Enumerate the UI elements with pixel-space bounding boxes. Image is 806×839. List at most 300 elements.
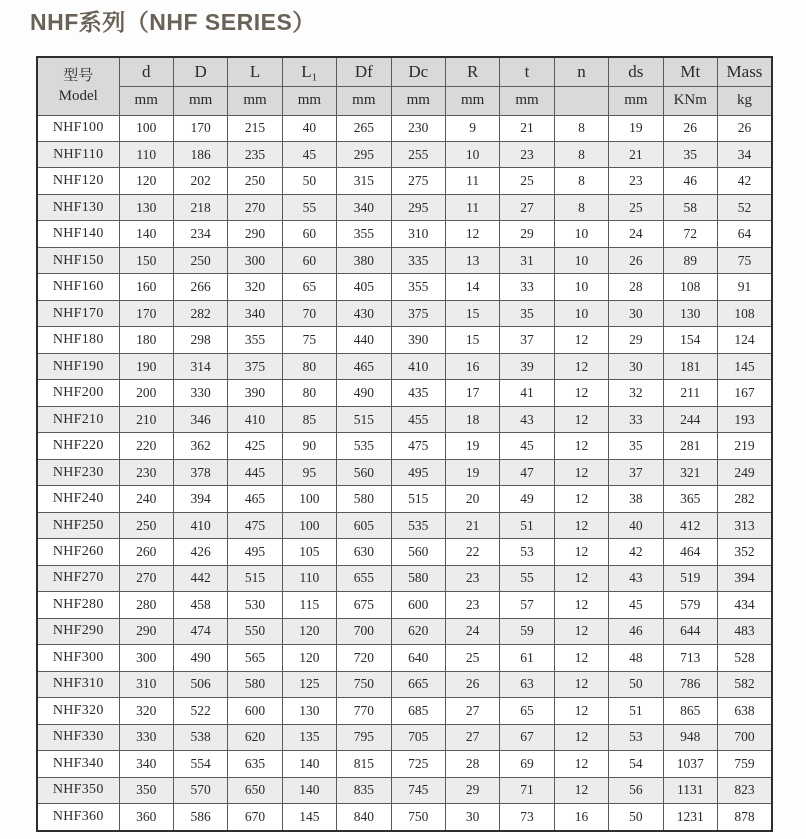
value-cell: 600 — [228, 698, 282, 724]
value-cell: 759 — [717, 751, 772, 777]
value-cell: 80 — [282, 380, 336, 406]
value-cell: 60 — [282, 221, 336, 247]
value-cell: 570 — [173, 777, 227, 803]
table-row-nhf230 — [37, 459, 772, 485]
value-cell: 21 — [500, 115, 554, 141]
value-cell: 130 — [282, 698, 336, 724]
value-cell: 28 — [445, 751, 499, 777]
value-cell: 12 — [554, 459, 608, 485]
table-row-nhf330 — [37, 724, 772, 750]
value-cell: 19 — [445, 433, 499, 459]
column-header-r: R — [445, 57, 499, 86]
value-cell: 12 — [554, 724, 608, 750]
value-cell: 445 — [228, 459, 282, 485]
value-cell: 250 — [173, 247, 227, 273]
unit-header: mm — [228, 86, 282, 115]
unit-header — [554, 86, 608, 115]
table-row-nhf340 — [37, 751, 772, 777]
value-cell: 57 — [500, 592, 554, 618]
value-cell: 25 — [500, 168, 554, 194]
value-cell: 170 — [173, 115, 227, 141]
value-cell: 495 — [391, 459, 445, 485]
table-row-nhf140 — [37, 221, 772, 247]
value-cell: 25 — [445, 645, 499, 671]
model-column-header — [37, 57, 119, 115]
value-cell: 600 — [391, 592, 445, 618]
value-cell: 635 — [228, 751, 282, 777]
table-row-nhf120 — [37, 168, 772, 194]
model-cell: NHF120 — [37, 168, 119, 194]
value-cell: 250 — [119, 512, 173, 538]
value-cell: 458 — [173, 592, 227, 618]
table-row-nhf240 — [37, 486, 772, 512]
value-cell: 10 — [554, 300, 608, 326]
value-cell: 560 — [391, 539, 445, 565]
value-cell: 15 — [445, 327, 499, 353]
value-cell: 21 — [609, 141, 663, 167]
value-cell: 35 — [500, 300, 554, 326]
table-row-nhf280 — [37, 592, 772, 618]
model-cell: NHF140 — [37, 221, 119, 247]
value-cell: 442 — [173, 565, 227, 591]
value-cell: 365 — [663, 486, 717, 512]
model-cell: NHF300 — [37, 645, 119, 671]
value-cell: 100 — [282, 486, 336, 512]
header-label-row — [37, 57, 772, 86]
value-cell: 582 — [717, 671, 772, 697]
value-cell: 100 — [119, 115, 173, 141]
value-cell: 110 — [119, 141, 173, 167]
value-cell: 380 — [337, 247, 391, 273]
column-header-d: d — [119, 57, 173, 86]
value-cell: 35 — [609, 433, 663, 459]
model-cell: NHF350 — [37, 777, 119, 803]
value-cell: 1037 — [663, 751, 717, 777]
table-row-nhf290 — [37, 618, 772, 644]
value-cell: 352 — [717, 539, 772, 565]
value-cell: 135 — [282, 724, 336, 750]
value-cell: 40 — [282, 115, 336, 141]
value-cell: 840 — [337, 804, 391, 831]
value-cell: 12 — [554, 512, 608, 538]
value-cell: 167 — [717, 380, 772, 406]
value-cell: 154 — [663, 327, 717, 353]
column-header-n: n — [554, 57, 608, 86]
value-cell: 46 — [663, 168, 717, 194]
column-header-t: t — [500, 57, 554, 86]
table-row-nhf100 — [37, 115, 772, 141]
unit-header: kg — [717, 86, 772, 115]
value-cell: 495 — [228, 539, 282, 565]
value-cell: 10 — [554, 247, 608, 273]
value-cell: 455 — [391, 406, 445, 432]
value-cell: 80 — [282, 353, 336, 379]
value-cell: 140 — [282, 777, 336, 803]
value-cell: 638 — [717, 698, 772, 724]
value-cell: 32 — [609, 380, 663, 406]
model-cell: NHF180 — [37, 327, 119, 353]
value-cell: 565 — [228, 645, 282, 671]
value-cell: 33 — [609, 406, 663, 432]
value-cell: 65 — [282, 274, 336, 300]
column-header-d: D — [173, 57, 227, 86]
value-cell: 26 — [609, 247, 663, 273]
value-cell: 48 — [609, 645, 663, 671]
value-cell: 45 — [282, 141, 336, 167]
value-cell: 145 — [282, 804, 336, 831]
value-cell: 535 — [337, 433, 391, 459]
value-cell: 410 — [391, 353, 445, 379]
value-cell: 550 — [228, 618, 282, 644]
value-cell: 8 — [554, 194, 608, 220]
value-cell: 41 — [500, 380, 554, 406]
value-cell: 193 — [717, 406, 772, 432]
value-cell: 948 — [663, 724, 717, 750]
value-cell: 105 — [282, 539, 336, 565]
table-row-nhf110 — [37, 141, 772, 167]
value-cell: 579 — [663, 592, 717, 618]
value-cell: 12 — [445, 221, 499, 247]
value-cell: 321 — [663, 459, 717, 485]
value-cell: 27 — [445, 724, 499, 750]
column-header-df: Df — [337, 57, 391, 86]
value-cell: 19 — [445, 459, 499, 485]
value-cell: 26 — [717, 115, 772, 141]
value-cell: 355 — [391, 274, 445, 300]
value-cell: 355 — [337, 221, 391, 247]
value-cell: 202 — [173, 168, 227, 194]
table-row-nhf360 — [37, 804, 772, 831]
value-cell: 330 — [119, 724, 173, 750]
value-cell: 12 — [554, 645, 608, 671]
model-cell: NHF220 — [37, 433, 119, 459]
table-row-nhf220 — [37, 433, 772, 459]
value-cell: 230 — [391, 115, 445, 141]
table-row-nhf180 — [37, 327, 772, 353]
value-cell: 30 — [609, 353, 663, 379]
table-row-nhf200 — [37, 380, 772, 406]
value-cell: 53 — [500, 539, 554, 565]
value-cell: 37 — [500, 327, 554, 353]
value-cell: 234 — [173, 221, 227, 247]
value-cell: 108 — [663, 274, 717, 300]
value-cell: 8 — [554, 115, 608, 141]
value-cell: 47 — [500, 459, 554, 485]
table-row-nhf320 — [37, 698, 772, 724]
value-cell: 54 — [609, 751, 663, 777]
value-cell: 310 — [119, 671, 173, 697]
unit-header: mm — [391, 86, 445, 115]
value-cell: 51 — [609, 698, 663, 724]
model-cell: NHF170 — [37, 300, 119, 326]
value-cell: 282 — [173, 300, 227, 326]
column-header-mt: Mt — [663, 57, 717, 86]
value-cell: 340 — [228, 300, 282, 326]
value-cell: 29 — [500, 221, 554, 247]
value-cell: 37 — [609, 459, 663, 485]
value-cell: 640 — [391, 645, 445, 671]
value-cell: 130 — [119, 194, 173, 220]
value-cell: 124 — [717, 327, 772, 353]
value-cell: 63 — [500, 671, 554, 697]
value-cell: 55 — [500, 565, 554, 591]
value-cell: 275 — [391, 168, 445, 194]
value-cell: 186 — [173, 141, 227, 167]
value-cell: 17 — [445, 380, 499, 406]
value-cell: 23 — [500, 141, 554, 167]
column-header-ds: ds — [609, 57, 663, 86]
value-cell: 700 — [717, 724, 772, 750]
value-cell: 89 — [663, 247, 717, 273]
table-row-nhf170 — [37, 300, 772, 326]
value-cell: 360 — [119, 804, 173, 831]
value-cell: 865 — [663, 698, 717, 724]
value-cell: 362 — [173, 433, 227, 459]
unit-header: mm — [173, 86, 227, 115]
value-cell: 580 — [228, 671, 282, 697]
value-cell: 61 — [500, 645, 554, 671]
value-cell: 260 — [119, 539, 173, 565]
value-cell: 630 — [337, 539, 391, 565]
value-cell: 69 — [500, 751, 554, 777]
value-cell: 522 — [173, 698, 227, 724]
value-cell: 120 — [282, 618, 336, 644]
value-cell: 464 — [663, 539, 717, 565]
table-body — [37, 115, 772, 831]
value-cell: 506 — [173, 671, 227, 697]
value-cell: 18 — [445, 406, 499, 432]
value-cell: 823 — [717, 777, 772, 803]
value-cell: 528 — [717, 645, 772, 671]
value-cell: 50 — [609, 671, 663, 697]
value-cell: 49 — [500, 486, 554, 512]
value-cell: 219 — [717, 433, 772, 459]
value-cell: 26 — [445, 671, 499, 697]
value-cell: 655 — [337, 565, 391, 591]
value-cell: 465 — [337, 353, 391, 379]
value-cell: 8 — [554, 168, 608, 194]
value-cell: 12 — [554, 327, 608, 353]
value-cell: 180 — [119, 327, 173, 353]
value-cell: 140 — [119, 221, 173, 247]
value-cell: 12 — [554, 486, 608, 512]
value-cell: 426 — [173, 539, 227, 565]
value-cell: 28 — [609, 274, 663, 300]
value-cell: 435 — [391, 380, 445, 406]
value-cell: 390 — [228, 380, 282, 406]
value-cell: 12 — [554, 671, 608, 697]
value-cell: 580 — [337, 486, 391, 512]
value-cell: 12 — [554, 380, 608, 406]
value-cell: 23 — [445, 592, 499, 618]
model-cell: NHF150 — [37, 247, 119, 273]
unit-header: mm — [609, 86, 663, 115]
value-cell: 43 — [500, 406, 554, 432]
value-cell: 150 — [119, 247, 173, 273]
nhf-spec-table — [36, 56, 773, 832]
value-cell: 64 — [717, 221, 772, 247]
value-cell: 29 — [445, 777, 499, 803]
value-cell: 9 — [445, 115, 499, 141]
value-cell: 27 — [500, 194, 554, 220]
value-cell: 750 — [391, 804, 445, 831]
value-cell: 230 — [119, 459, 173, 485]
value-cell: 75 — [282, 327, 336, 353]
value-cell: 39 — [500, 353, 554, 379]
value-cell: 12 — [554, 751, 608, 777]
value-cell: 410 — [228, 406, 282, 432]
value-cell: 211 — [663, 380, 717, 406]
value-cell: 65 — [500, 698, 554, 724]
value-cell: 110 — [282, 565, 336, 591]
value-cell: 249 — [717, 459, 772, 485]
value-cell: 59 — [500, 618, 554, 644]
table-row-nhf300 — [37, 645, 772, 671]
value-cell: 42 — [609, 539, 663, 565]
value-cell: 13 — [445, 247, 499, 273]
value-cell: 355 — [228, 327, 282, 353]
value-cell: 515 — [228, 565, 282, 591]
value-cell: 12 — [554, 592, 608, 618]
value-cell: 95 — [282, 459, 336, 485]
value-cell: 170 — [119, 300, 173, 326]
value-cell: 340 — [119, 751, 173, 777]
model-cell: NHF240 — [37, 486, 119, 512]
value-cell: 218 — [173, 194, 227, 220]
value-cell: 295 — [337, 141, 391, 167]
value-cell: 375 — [228, 353, 282, 379]
value-cell: 670 — [228, 804, 282, 831]
table-row-nhf250 — [37, 512, 772, 538]
value-cell: 21 — [445, 512, 499, 538]
table-row-nhf350 — [37, 777, 772, 803]
model-cell: NHF200 — [37, 380, 119, 406]
value-cell: 120 — [282, 645, 336, 671]
value-cell: 75 — [717, 247, 772, 273]
value-cell: 34 — [717, 141, 772, 167]
value-cell: 665 — [391, 671, 445, 697]
value-cell: 394 — [173, 486, 227, 512]
value-cell: 290 — [119, 618, 173, 644]
unit-header: mm — [445, 86, 499, 115]
value-cell: 26 — [663, 115, 717, 141]
value-cell: 795 — [337, 724, 391, 750]
value-cell: 300 — [228, 247, 282, 273]
value-cell: 11 — [445, 168, 499, 194]
value-cell: 835 — [337, 777, 391, 803]
value-cell: 12 — [554, 777, 608, 803]
model-cell: NHF340 — [37, 751, 119, 777]
value-cell: 90 — [282, 433, 336, 459]
value-cell: 10 — [554, 221, 608, 247]
value-cell: 298 — [173, 327, 227, 353]
table-header — [37, 57, 772, 115]
value-cell: 255 — [391, 141, 445, 167]
value-cell: 71 — [500, 777, 554, 803]
value-cell: 713 — [663, 645, 717, 671]
value-cell: 85 — [282, 406, 336, 432]
value-cell: 320 — [228, 274, 282, 300]
value-cell: 295 — [391, 194, 445, 220]
value-cell: 10 — [554, 274, 608, 300]
model-header-zh: 型号 — [63, 68, 94, 84]
value-cell: 50 — [609, 804, 663, 831]
value-cell: 465 — [228, 486, 282, 512]
model-cell: NHF310 — [37, 671, 119, 697]
table-row-nhf160 — [37, 274, 772, 300]
value-cell: 282 — [717, 486, 772, 512]
column-header-mass: Mass — [717, 57, 772, 86]
value-cell: 73 — [500, 804, 554, 831]
value-cell: 244 — [663, 406, 717, 432]
value-cell: 70 — [282, 300, 336, 326]
value-cell: 100 — [282, 512, 336, 538]
value-cell: 270 — [119, 565, 173, 591]
value-cell: 12 — [554, 618, 608, 644]
value-cell: 474 — [173, 618, 227, 644]
value-cell: 60 — [282, 247, 336, 273]
value-cell: 45 — [609, 592, 663, 618]
value-cell: 425 — [228, 433, 282, 459]
model-cell: NHF280 — [37, 592, 119, 618]
value-cell: 515 — [391, 486, 445, 512]
value-cell: 586 — [173, 804, 227, 831]
value-cell: 270 — [228, 194, 282, 220]
value-cell: 490 — [337, 380, 391, 406]
value-cell: 29 — [609, 327, 663, 353]
value-cell: 554 — [173, 751, 227, 777]
value-cell: 15 — [445, 300, 499, 326]
value-cell: 56 — [609, 777, 663, 803]
value-cell: 38 — [609, 486, 663, 512]
value-cell: 20 — [445, 486, 499, 512]
value-cell: 620 — [391, 618, 445, 644]
model-cell: NHF290 — [37, 618, 119, 644]
value-cell: 280 — [119, 592, 173, 618]
value-cell: 140 — [282, 751, 336, 777]
value-cell: 605 — [337, 512, 391, 538]
unit-header: mm — [337, 86, 391, 115]
model-header-en: Model — [58, 88, 98, 105]
value-cell: 750 — [337, 671, 391, 697]
value-cell: 210 — [119, 406, 173, 432]
value-cell: 10 — [445, 141, 499, 167]
table-row-nhf130 — [37, 194, 772, 220]
value-cell: 240 — [119, 486, 173, 512]
value-cell: 378 — [173, 459, 227, 485]
value-cell: 434 — [717, 592, 772, 618]
value-cell: 320 — [119, 698, 173, 724]
model-cell: NHF100 — [37, 115, 119, 141]
value-cell: 130 — [663, 300, 717, 326]
value-cell: 19 — [609, 115, 663, 141]
value-cell: 281 — [663, 433, 717, 459]
value-cell: 12 — [554, 565, 608, 591]
table-row-nhf190 — [37, 353, 772, 379]
value-cell: 46 — [609, 618, 663, 644]
value-cell: 30 — [609, 300, 663, 326]
value-cell: 410 — [173, 512, 227, 538]
table-row-nhf310 — [37, 671, 772, 697]
value-cell: 878 — [717, 804, 772, 831]
unit-header: mm — [282, 86, 336, 115]
value-cell: 515 — [337, 406, 391, 432]
value-cell: 125 — [282, 671, 336, 697]
value-cell: 310 — [391, 221, 445, 247]
value-cell: 440 — [337, 327, 391, 353]
value-cell: 12 — [554, 353, 608, 379]
value-cell: 120 — [119, 168, 173, 194]
